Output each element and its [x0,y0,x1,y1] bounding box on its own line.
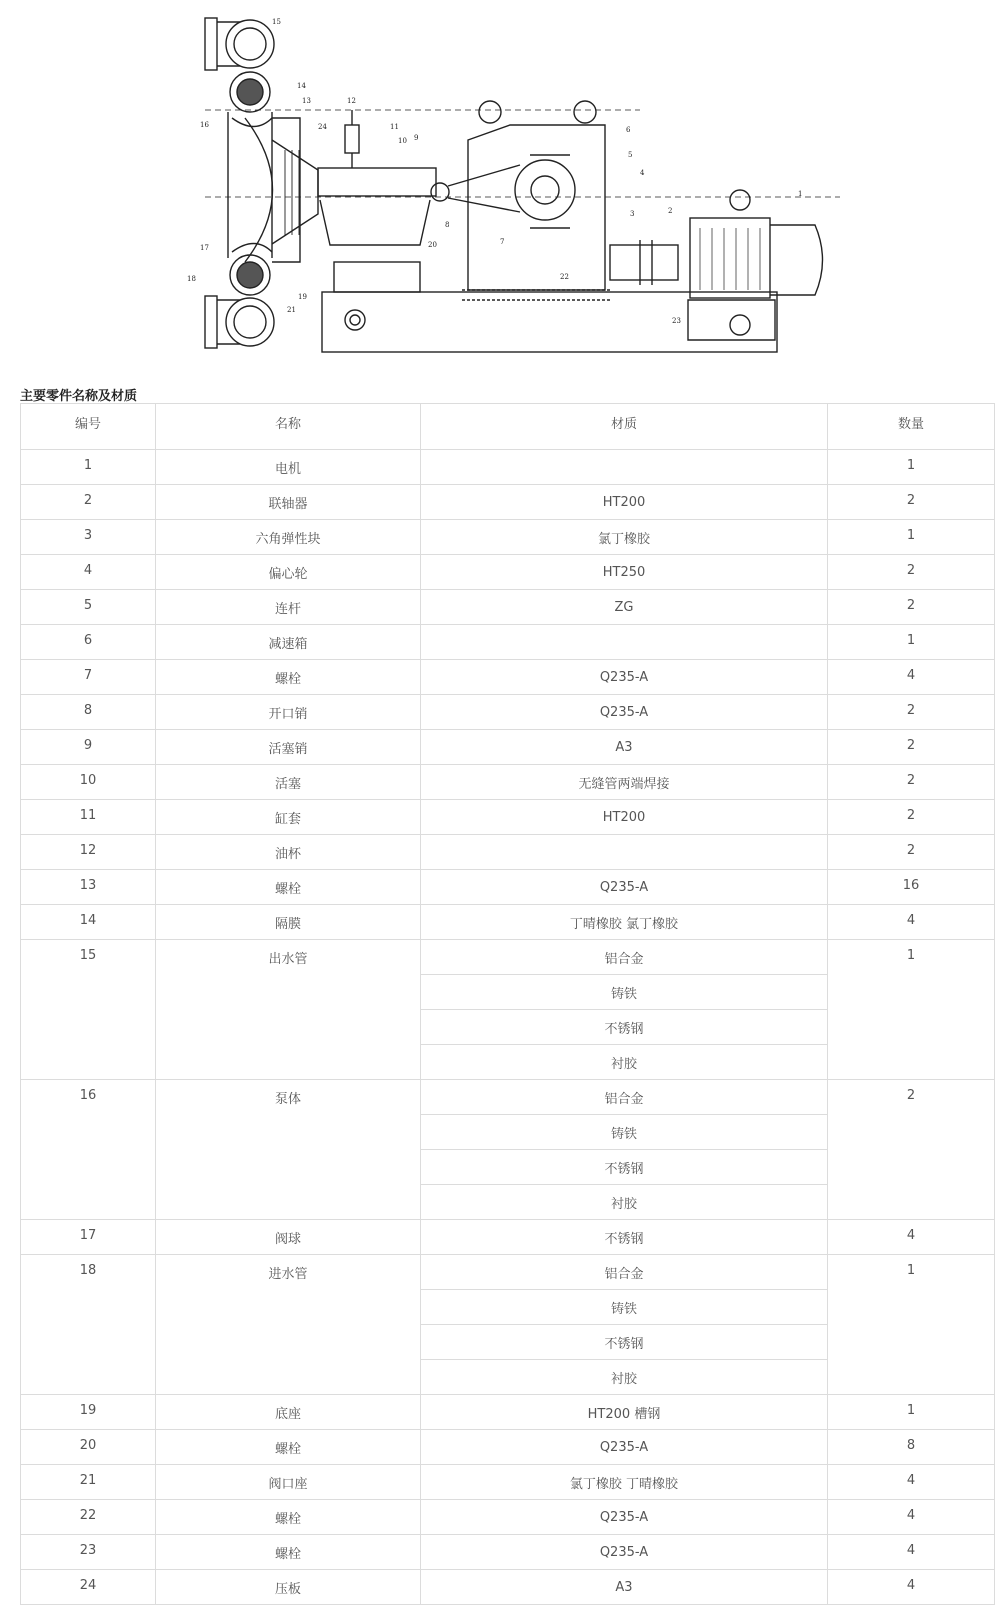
cell-material [421,625,828,660]
cell-material: A3 [421,730,828,765]
cell-part-number: 13 [21,870,156,905]
table-row [21,1220,995,1255]
callout-17: 17 [200,244,209,252]
header-material: 材质 [421,404,828,450]
cell-material: 不锈钢 [421,1010,828,1045]
cell-quantity: 2 [828,695,995,730]
cell-part-number: 1 [21,450,156,485]
callout-2: 2 [668,207,673,215]
cell-material: 衬胶 [421,1360,828,1395]
cell-part-name: 底座 [156,1395,421,1430]
cell-quantity: 4 [828,1500,995,1535]
cell-quantity: 1 [828,1395,995,1430]
cell-part-number: 24 [21,1570,156,1605]
cell-quantity: 4 [828,1535,995,1570]
cell-part-name: 电机 [156,450,421,485]
callout-6: 6 [626,126,631,134]
callout-20: 20 [428,241,437,249]
cell-part-number: 15 [21,940,156,1080]
cell-part-number: 22 [21,1500,156,1535]
callout-23: 23 [672,317,681,325]
cell-quantity: 2 [828,1080,995,1220]
table-row [21,450,995,485]
cell-quantity: 1 [828,940,995,1080]
cell-material: 铝合金 [421,1080,828,1115]
cell-material: Q235-A [421,695,828,730]
cell-part-name: 减速箱 [156,625,421,660]
cell-material: 铸铁 [421,1290,828,1325]
table-row [21,590,995,625]
cell-material: Q235-A [421,1535,828,1570]
table-row [21,1500,995,1535]
callout-7: 7 [500,238,505,246]
cell-material: Q235-A [421,660,828,695]
table-row [21,1570,995,1605]
cell-material: 不锈钢 [421,1150,828,1185]
callout-1: 1 [798,190,803,198]
cell-part-name: 开口销 [156,695,421,730]
table-row [21,485,995,520]
cell-quantity: 2 [828,485,995,520]
header-quantity: 数量 [828,404,995,450]
table-row [21,1535,995,1570]
cell-part-name: 缸套 [156,800,421,835]
callout-24: 24 [318,123,327,131]
table-row [21,1080,995,1115]
cell-material: 不锈钢 [421,1220,828,1255]
callout-4: 4 [640,169,645,177]
table-row [21,940,995,975]
cell-part-number: 8 [21,695,156,730]
callout-16: 16 [200,121,209,129]
table-row [21,1255,995,1290]
cell-material: HT200 槽钢 [421,1395,828,1430]
cell-material: 衬胶 [421,1185,828,1220]
cell-material: Q235-A [421,1500,828,1535]
cell-quantity: 1 [828,450,995,485]
header-number: 编号 [21,404,156,450]
table-row [21,905,995,940]
table-row [21,625,995,660]
cell-material: 不锈钢 [421,1325,828,1360]
table-row [21,555,995,590]
callout-3: 3 [630,210,635,218]
callout-8: 8 [445,221,450,229]
cell-part-number: 12 [21,835,156,870]
table-row [21,695,995,730]
cell-part-name: 油杯 [156,835,421,870]
section-title: 主要零件名称及材质 [20,389,138,404]
table-row [21,1395,995,1430]
cell-part-number: 10 [21,765,156,800]
cell-material: ZG [421,590,828,625]
cell-quantity: 4 [828,1220,995,1255]
cell-quantity: 2 [828,730,995,765]
cell-part-number: 4 [21,555,156,590]
cell-part-number: 5 [21,590,156,625]
table-row [21,730,995,765]
cell-part-number: 7 [21,660,156,695]
cell-material: 氯丁橡胶 [421,520,828,555]
callout-5: 5 [628,151,633,159]
cell-part-number: 20 [21,1430,156,1465]
cell-part-name: 出水管 [156,940,421,1080]
cell-material: Q235-A [421,870,828,905]
cell-part-name: 联轴器 [156,485,421,520]
header-name: 名称 [156,404,421,450]
cell-part-name: 螺栓 [156,660,421,695]
cell-quantity: 1 [828,1255,995,1395]
cell-part-name: 压板 [156,1570,421,1605]
cell-part-name: 进水管 [156,1255,421,1395]
cell-material: 铝合金 [421,940,828,975]
table-row [21,835,995,870]
cell-material: HT200 [421,485,828,520]
cell-material: 衬胶 [421,1045,828,1080]
cell-part-number: 21 [21,1465,156,1500]
callout-11: 11 [390,123,399,131]
cell-part-number: 17 [21,1220,156,1255]
cell-part-number: 3 [21,520,156,555]
cell-part-number: 11 [21,800,156,835]
callout-14: 14 [297,82,306,90]
callout-9: 9 [414,134,419,142]
cell-part-name: 隔膜 [156,905,421,940]
table-row [21,660,995,695]
cell-material: 铸铁 [421,975,828,1010]
cell-part-name: 偏心轮 [156,555,421,590]
cell-quantity: 16 [828,870,995,905]
cell-quantity: 4 [828,905,995,940]
table-row [21,870,995,905]
cell-part-number: 2 [21,485,156,520]
parts-table-body [21,450,995,1605]
cell-part-name: 活塞 [156,765,421,800]
callout-12: 12 [347,97,356,105]
cell-material: 丁晴橡胶 氯丁橡胶 [421,905,828,940]
table-row [21,1465,995,1500]
cell-material: A3 [421,1570,828,1605]
cell-part-name: 泵体 [156,1080,421,1220]
cell-material: 铸铁 [421,1115,828,1150]
cell-part-name: 螺栓 [156,1535,421,1570]
callout-21: 21 [287,306,296,314]
cell-part-name: 螺栓 [156,1430,421,1465]
cell-part-number: 6 [21,625,156,660]
cell-quantity: 8 [828,1430,995,1465]
pump-drawing-svg [0,0,1008,380]
cell-quantity: 4 [828,1570,995,1605]
cell-quantity: 1 [828,520,995,555]
table-row [21,1430,995,1465]
table-row [21,800,995,835]
callout-22: 22 [560,273,569,281]
table-header-row [21,404,995,450]
cell-part-number: 23 [21,1535,156,1570]
cell-quantity: 2 [828,765,995,800]
cell-material: 铝合金 [421,1255,828,1290]
table-row [21,765,995,800]
cell-part-name: 六角弹性块 [156,520,421,555]
cell-quantity: 4 [828,1465,995,1500]
cell-quantity: 1 [828,625,995,660]
pump-assembly-drawing [0,0,1008,380]
cell-quantity: 2 [828,800,995,835]
cell-material [421,835,828,870]
cell-part-name: 阀口座 [156,1465,421,1500]
callout-18: 18 [187,275,196,283]
cell-quantity: 2 [828,835,995,870]
table-row [21,520,995,555]
callout-15: 15 [272,18,281,26]
callout-10: 10 [398,137,407,145]
cell-part-name: 活塞销 [156,730,421,765]
cell-quantity: 4 [828,660,995,695]
cell-part-name: 连杆 [156,590,421,625]
cell-part-number: 9 [21,730,156,765]
cell-part-name: 阀球 [156,1220,421,1255]
cell-material: HT200 [421,800,828,835]
cell-material [421,450,828,485]
cell-part-number: 14 [21,905,156,940]
cell-part-name: 螺栓 [156,1500,421,1535]
cell-material: 氯丁橡胶 丁晴橡胶 [421,1465,828,1500]
callout-13: 13 [302,97,311,105]
cell-part-number: 16 [21,1080,156,1220]
parts-table [20,403,995,1605]
cell-part-number: 18 [21,1255,156,1395]
cell-part-number: 19 [21,1395,156,1430]
cell-material: 无缝管两端焊接 [421,765,828,800]
cell-quantity: 2 [828,555,995,590]
cell-part-name: 螺栓 [156,870,421,905]
cell-material: Q235-A [421,1430,828,1465]
cell-quantity: 2 [828,590,995,625]
cell-material: HT250 [421,555,828,590]
callout-19: 19 [298,293,307,301]
